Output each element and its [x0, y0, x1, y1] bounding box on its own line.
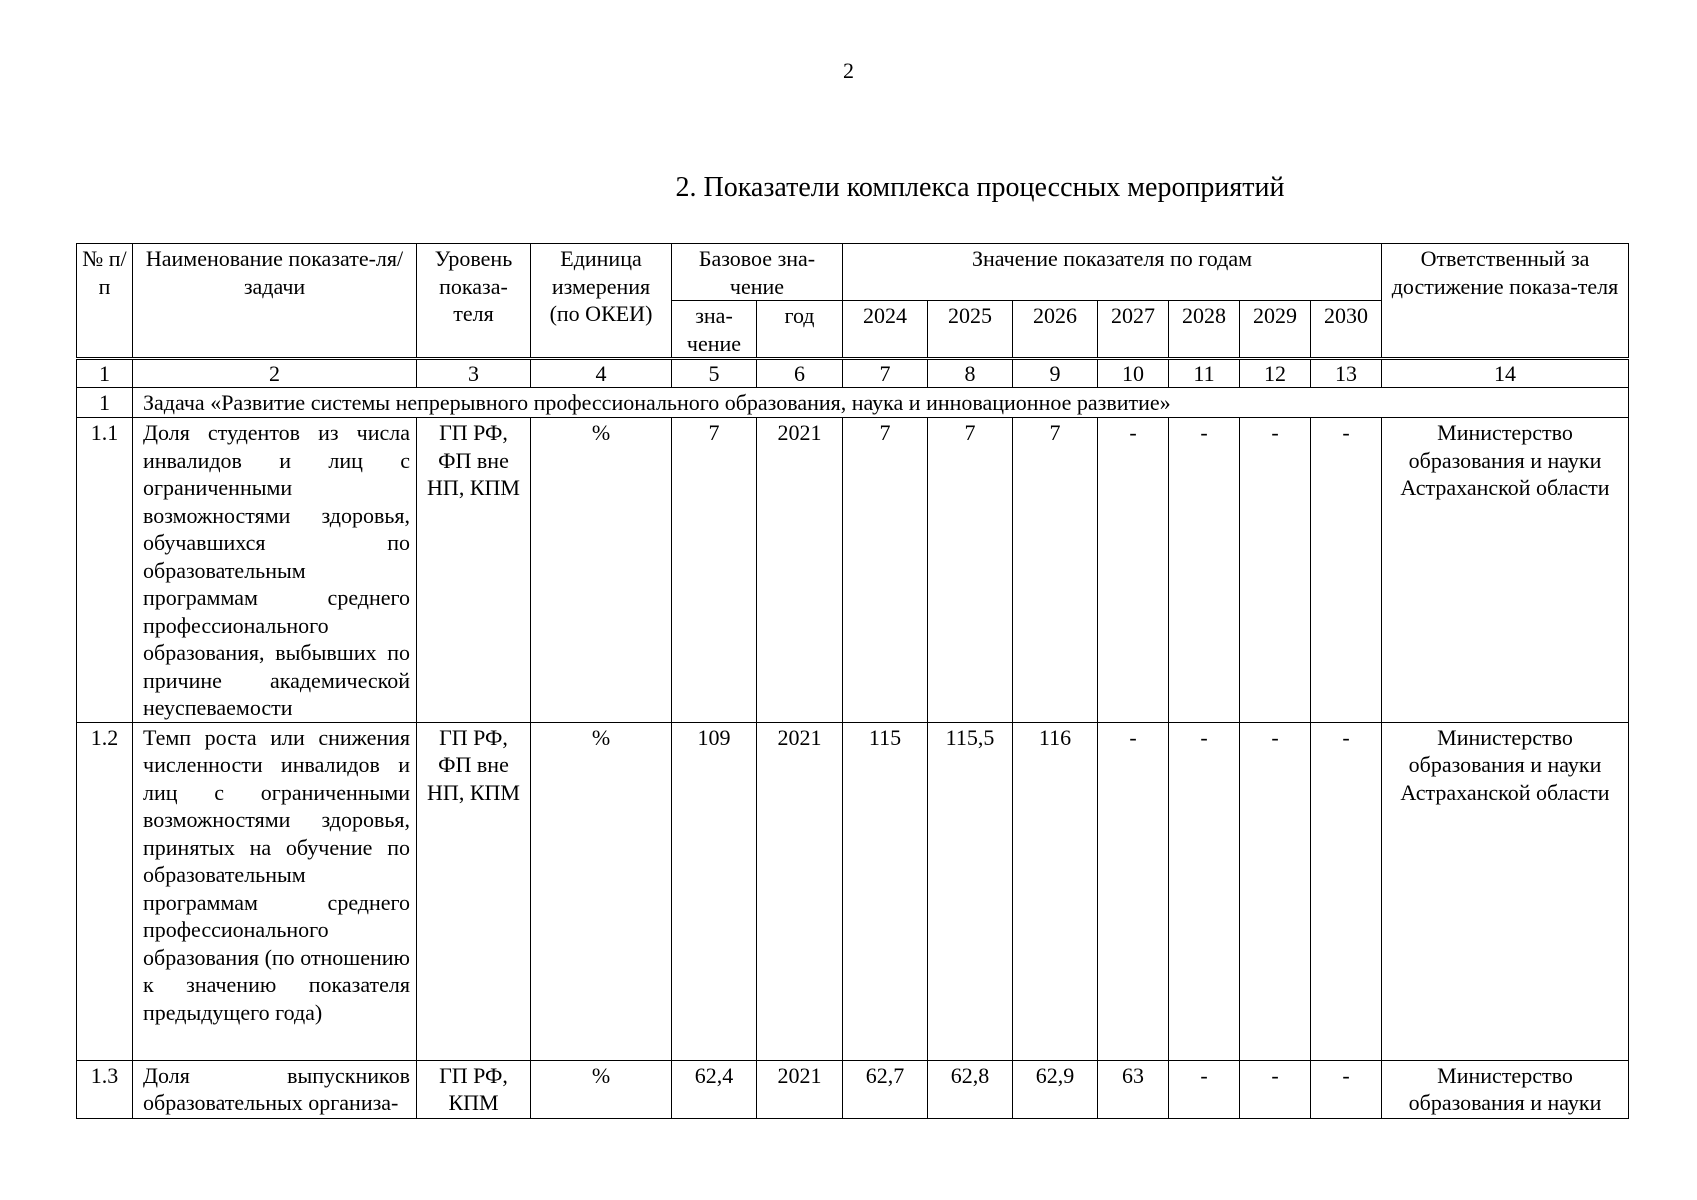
column-number: 3: [417, 359, 531, 388]
year-value: -: [1240, 418, 1311, 723]
year-value: -: [1240, 1060, 1311, 1118]
header-base-value: зна-чение: [672, 301, 757, 359]
header-name: Наименование показате-ля/задачи: [133, 244, 417, 359]
header-level: Уровень показа-теля: [417, 244, 531, 359]
column-number: 6: [757, 359, 843, 388]
header-year: 2024: [843, 301, 928, 359]
base-value: 62,4: [672, 1060, 757, 1118]
base-value: 109: [672, 722, 757, 1060]
year-value: -: [1169, 418, 1240, 723]
indicator-unit: %: [531, 418, 672, 723]
column-number: 4: [531, 359, 672, 388]
header-base-year: год: [757, 301, 843, 359]
indicator-name: Доля выпускников образовательных организа-: [133, 1060, 417, 1118]
column-number: 1: [77, 359, 133, 388]
year-value: 116: [1013, 722, 1098, 1060]
year-value: 7: [1013, 418, 1098, 723]
indicator-level: ГП РФ, КПМ: [417, 1060, 531, 1118]
table-row: [77, 1060, 1629, 1118]
year-value: -: [1311, 722, 1382, 1060]
column-number: 8: [928, 359, 1013, 388]
base-value: 7: [672, 418, 757, 723]
responsible: Министерство образования и науки Астраханской области: [1382, 722, 1629, 1060]
base-year: 2021: [757, 1060, 843, 1118]
indicator-name: Темп роста или снижения численности инвалидов и лиц с ограниченными возможностями здоровья, принятых на обучение по образовательным программам среднего профессионального образования (по отношению к значению показателя предыдущего года): [133, 722, 417, 1060]
year-value: 115,5: [928, 722, 1013, 1060]
indicator-name: Доля студентов из числа инвалидов и лиц с ограниченными возможностями здоровья, обучавшихся по образовательным программам среднего профессионального образования, выбывших по причине академической неуспеваемости: [133, 418, 417, 723]
column-number: 14: [1382, 359, 1629, 388]
year-value: 115: [843, 722, 928, 1060]
indicators-table: [76, 243, 1629, 1119]
year-value: -: [1311, 1060, 1382, 1118]
year-value: 7: [928, 418, 1013, 723]
column-number: 11: [1169, 359, 1240, 388]
base-year: 2021: [757, 722, 843, 1060]
year-value: 62,8: [928, 1060, 1013, 1118]
header-year: 2029: [1240, 301, 1311, 359]
column-number-row: [77, 359, 1629, 388]
header-year: 2025: [928, 301, 1013, 359]
column-number: 5: [672, 359, 757, 388]
task-row: [77, 388, 1629, 418]
row-num: 1.3: [77, 1060, 133, 1118]
table-row: [77, 722, 1629, 1060]
column-number: 12: [1240, 359, 1311, 388]
year-value: 63: [1098, 1060, 1169, 1118]
responsible: Министерство образования и науки Астраханской области: [1382, 418, 1629, 723]
header-unit: Единица измерения (по ОКЕИ): [531, 244, 672, 359]
column-number: 10: [1098, 359, 1169, 388]
year-value: 62,9: [1013, 1060, 1098, 1118]
header-by-years: Значение показателя по годам: [843, 244, 1382, 301]
header-year: 2026: [1013, 301, 1098, 359]
header-num: № п/п: [77, 244, 133, 359]
column-number: 13: [1311, 359, 1382, 388]
indicator-level: ГП РФ, ФП вне НП, КПМ: [417, 418, 531, 723]
table-row: [77, 418, 1629, 723]
indicator-unit: %: [531, 1060, 672, 1118]
page-number: 2: [843, 58, 854, 83]
year-value: -: [1240, 722, 1311, 1060]
year-value: -: [1098, 722, 1169, 1060]
row-num: 1.1: [77, 418, 133, 723]
task-num: 1: [77, 388, 133, 418]
indicator-level: ГП РФ, ФП вне НП, КПМ: [417, 722, 531, 1060]
header-year: 2027: [1098, 301, 1169, 359]
header-year: 2030: [1311, 301, 1382, 359]
year-value: -: [1311, 418, 1382, 723]
year-value: 62,7: [843, 1060, 928, 1118]
header-base: Базовое зна-чение: [672, 244, 843, 301]
year-value: -: [1098, 418, 1169, 723]
base-year: 2021: [757, 418, 843, 723]
indicator-unit: %: [531, 722, 672, 1060]
year-value: -: [1169, 1060, 1240, 1118]
section-title: 2. Показатели комплекса процессных мероприятий: [675, 172, 1285, 203]
responsible: Министерство образования и науки: [1382, 1060, 1629, 1118]
column-number: 7: [843, 359, 928, 388]
header-responsible: Ответственный за достижение показа-теля: [1382, 244, 1629, 359]
year-value: 7: [843, 418, 928, 723]
header-year: 2028: [1169, 301, 1240, 359]
task-text: Задача «Развитие системы непрерывного профессионального образования, наука и инновационное развитие»: [133, 388, 1629, 418]
year-value: -: [1169, 722, 1240, 1060]
column-number: 9: [1013, 359, 1098, 388]
column-number: 2: [133, 359, 417, 388]
row-num: 1.2: [77, 722, 133, 1060]
